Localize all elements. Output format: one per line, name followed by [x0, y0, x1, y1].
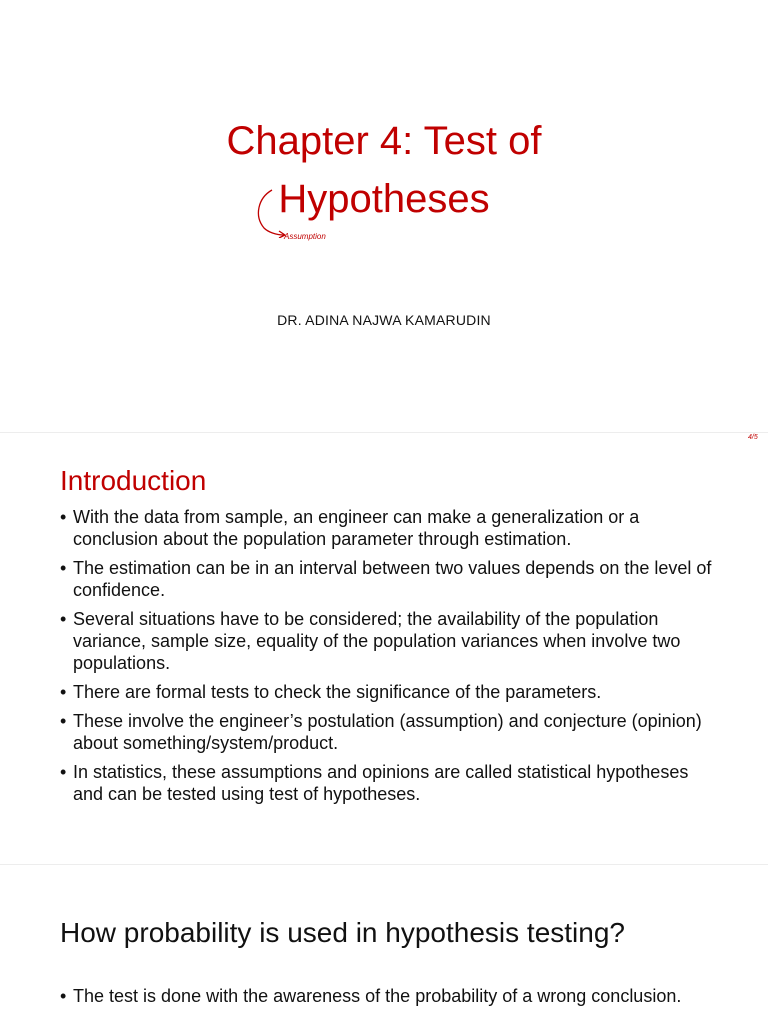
- author-name: DR. ADINA NAJWA KAMARUDIN: [277, 312, 491, 328]
- bullet-text: Several situations have to be considered; the availability of the population variance, sample size, equality of the population variances when involve two populations.: [73, 609, 681, 673]
- probability-bullet-list: [60, 985, 720, 1014]
- list-item: [60, 608, 720, 674]
- bullet-text: There are formal tests to check the significance of the parameters.: [73, 682, 602, 702]
- introduction-bullet-list: [60, 506, 720, 812]
- list-item: [60, 681, 720, 703]
- handwritten-arrow-icon: [252, 188, 292, 238]
- bullet-text: In statistics, these assumptions and opinions are called statistical hypotheses and can be tested using test of hypotheses.: [73, 762, 689, 804]
- handwritten-page-mark: 4/5: [748, 434, 758, 441]
- list-item: [60, 985, 720, 1007]
- bullet-icon: •: [60, 762, 67, 782]
- bullet-icon: •: [60, 609, 67, 629]
- introduction-slide: [0, 432, 768, 865]
- list-item: [60, 506, 720, 550]
- bullet-icon: •: [60, 558, 67, 578]
- bullet-icon: •: [60, 986, 67, 1006]
- bullet-icon: •: [60, 711, 67, 731]
- list-item: [60, 710, 720, 754]
- bullet-text: The test is done with the awareness of the probability of a wrong conclusion.: [73, 986, 682, 1006]
- bullet-icon: •: [60, 682, 67, 702]
- bullet-text: The estimation can be in an interval between two values depends on the level of confidence.: [73, 558, 712, 600]
- probability-heading: How probability is used in hypothesis testing?: [60, 917, 625, 948]
- list-item: [60, 761, 720, 805]
- handwritten-note: Assumption: [284, 232, 326, 241]
- probability-slide: [0, 864, 768, 1025]
- title-slide: [0, 0, 768, 432]
- bullet-text: These involve the engineer’s postulation (assumption) and conjecture (opinion) about something/system/product.: [73, 711, 702, 753]
- introduction-heading: Introduction: [60, 465, 207, 496]
- chapter-title-line-2: Hypotheses: [278, 177, 490, 221]
- bullet-text: With the data from sample, an engineer can make a generalization or a conclusion about the population parameter through estimation.: [73, 507, 640, 549]
- chapter-title: [0, 112, 768, 228]
- chapter-title-line-1: Chapter 4: Test of: [226, 119, 542, 163]
- bullet-icon: •: [60, 507, 67, 527]
- list-item: [60, 557, 720, 601]
